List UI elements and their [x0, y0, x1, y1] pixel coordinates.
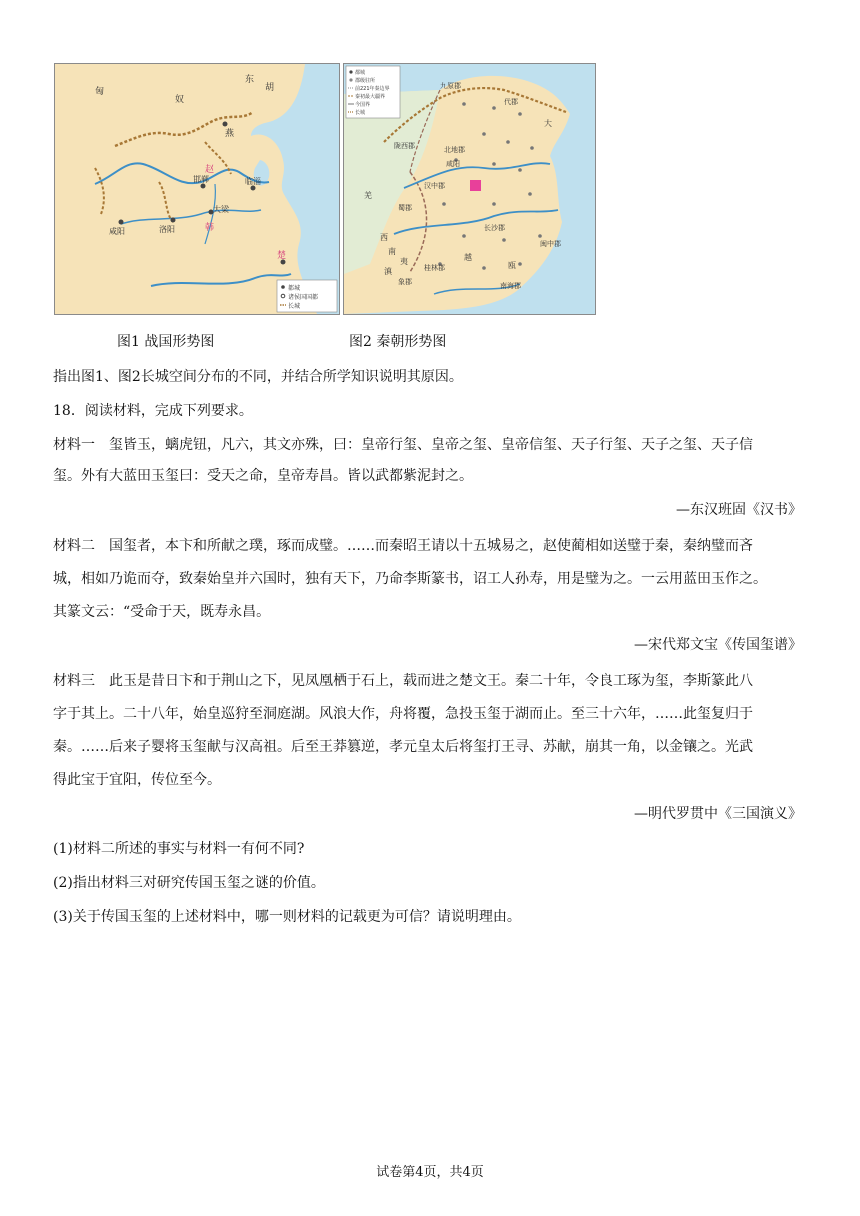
question18-heading: 18．阅读材料，完成下列要求。: [53, 403, 253, 419]
map2-label-xi: 西: [380, 233, 388, 242]
subquestion-1: (1)材料二所述的事实与材料一有何不同?: [53, 841, 305, 857]
material3-line: 字于其上。二十八年，始皇巡狩至洞庭湖。风浪大作，舟将覆，急投玉玺于湖而止。至三十六年，……此玺复归于: [53, 706, 753, 722]
map2-label-nanhai: 南海郡: [500, 282, 521, 290]
map2-legend-5: 今国界: [355, 102, 371, 108]
map1-label-xianyang: 咸阳: [109, 227, 125, 236]
map2-label-yi: 夷: [400, 257, 408, 266]
map2-label-jiuyuan: 九原郡: [440, 82, 461, 90]
map2-label-dai: 代郡: [504, 98, 518, 106]
material2-line: 城，相如乃诡而夺，致秦始皇并六国时，独有天下，乃命李斯篆书，诏工人孙寿，用是璧为之。一云用蓝田玉作之。: [53, 571, 767, 587]
map1-label-linzi: 临淄: [245, 177, 261, 186]
material3-line: 秦。……后来子婴将玉玺献与汉高祖。后至王莽篡逆，孝元皇太后将玺打王寻、苏献，崩其一角，以金镶之。光武: [53, 739, 753, 755]
figure2-caption: 图2 秦朝形势图: [349, 334, 447, 350]
map1-label-dong: 东: [245, 75, 255, 85]
map2-legend-6: 长城: [355, 110, 366, 116]
question17-prompt: 指出图1、图2长城空间分布的不同，并结合所学知识说明其原因。: [53, 369, 463, 385]
map1-legend-1: 都城: [288, 285, 301, 292]
map2-legend-1: 都城: [355, 70, 366, 76]
map1-label-han: 韩: [205, 223, 215, 233]
material3-source: —明代罗贯中《三国演义》: [634, 806, 802, 822]
map1-label-luoyang: 洛阳: [159, 225, 175, 234]
map1-legend-2: 诸侯国国都: [288, 294, 319, 301]
material1-source: —东汉班固《汉书》: [676, 502, 802, 518]
map2-label-shu: 蜀郡: [398, 204, 412, 212]
map2-label-changsha: 长沙郡: [484, 224, 505, 232]
map1-label-handan: 邯郸: [193, 175, 209, 184]
map2-label-xiang: 象郡: [398, 278, 412, 286]
map2-label-beidi: 北地郡: [444, 146, 465, 154]
map2-label-ou: 瓯: [508, 261, 516, 270]
subquestion-3: (3)关于传国玉玺的上述材料中，哪一则材料的记载更为可信？请说明理由。: [53, 909, 521, 925]
map2-label-hanzhong: 汉中郡: [424, 182, 445, 190]
map1-label-daliang: 大梁: [213, 205, 229, 214]
map2-label-yue: 越: [464, 253, 472, 262]
map-qin-dynasty: [343, 63, 596, 315]
page-footer: 试卷第4页，共4页: [376, 1165, 484, 1180]
figure1-caption: 图1 战国形势图: [117, 334, 215, 350]
material3-line: 材料三 此玉是昔日卞和于荆山之下，见凤凰栖于石上，载而进之楚文王。秦二十年，令良工琢为玺，李斯篆此八: [53, 673, 753, 689]
map2-label-da: 大: [544, 119, 552, 128]
material1-line: 材料一 玺皆玉，螭虎钮，凡六，其文亦殊，曰：皇帝行玺、皇帝之玺、皇帝信玺、天子行玺、天子之玺、天子信: [53, 437, 753, 453]
map1-label-hu: 胡: [265, 83, 275, 93]
map1-label-xiong: 匈: [95, 87, 105, 97]
material3-line: 得此宝于宜阳，传位至今。: [53, 772, 221, 788]
map1-label-nu: 奴: [175, 95, 185, 105]
map-warring-states-graphic: [55, 64, 339, 314]
map2-label-longxi: 陇西郡: [394, 142, 415, 150]
map2-label-nan: 南: [388, 247, 396, 256]
material1-line: 玺。外有大蓝田玉玺曰：受天之命，皇帝寿昌。皆以武都紫泥封之。: [53, 468, 473, 484]
material2-line: 材料二 国玺者，本卞和所献之璞，琢而成璧。……而秦昭王请以十五城易之，赵使蔺相如送璧于秦，秦纳璧而吝: [53, 538, 753, 554]
map2-legend-2: 郡级驻所: [355, 78, 376, 84]
map-warring-states: [54, 63, 340, 315]
map2-label-xianyang: 咸阳: [446, 160, 460, 168]
map-qin-dynasty-graphic: [344, 64, 595, 314]
map1-legend-3: 长城: [288, 303, 301, 310]
material2-line: 其篆文云：“受命于天，既寿永昌。: [53, 604, 271, 620]
map2-legend-3: 前221年秦边界: [355, 86, 390, 92]
map2-legend-4: 秦初最大疆界: [355, 94, 386, 100]
map1-label-zhao: 赵: [205, 165, 215, 175]
subquestion-2: (2)指出材料三对研究传国玉玺之谜的价值。: [53, 875, 325, 891]
map2-label-qiang: 羌: [364, 191, 372, 200]
map2-label-guilin: 桂林郡: [424, 264, 445, 272]
map1-label-chu: 楚: [277, 251, 287, 261]
map1-label-yan: 燕: [225, 129, 235, 139]
map2-label-dian: 滇: [384, 267, 392, 276]
map2-label-minzhong: 闽中郡: [540, 240, 561, 248]
material2-source: —宋代郑文宝《传国玺谱》: [634, 637, 802, 653]
